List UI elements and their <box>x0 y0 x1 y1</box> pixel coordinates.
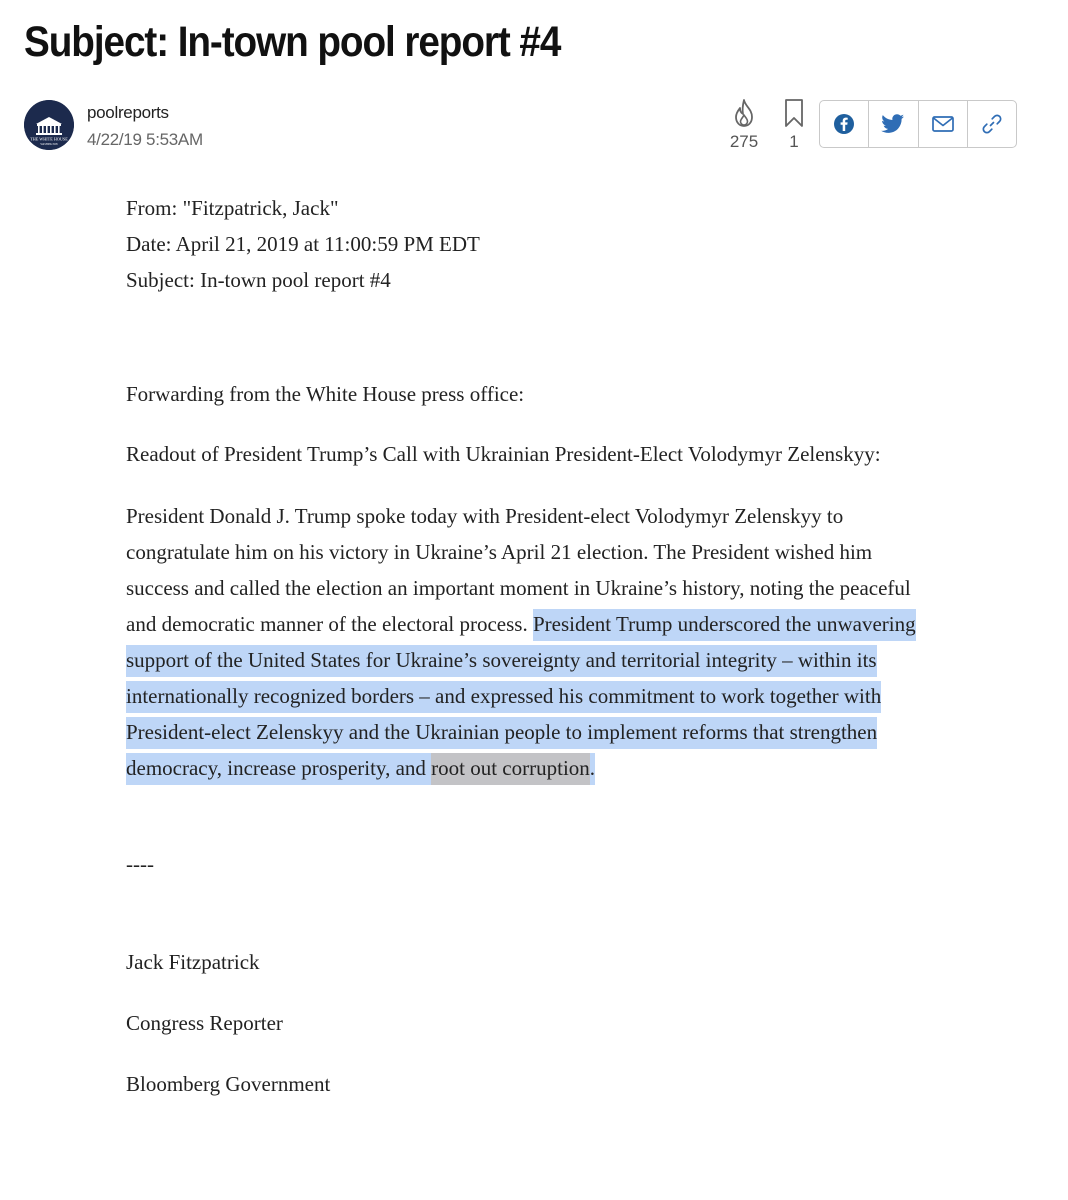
selected-text-emphasis[interactable]: root out corruption <box>431 753 590 785</box>
flame-icon <box>731 98 757 128</box>
share-facebook-button[interactable] <box>820 101 869 147</box>
bookmark-count: 1 <box>789 132 799 151</box>
email-body <box>126 190 926 1102</box>
email-date: Date: April 21, 2019 at 11:00:59 PM EDT <box>126 232 480 256</box>
readout-paragraph <box>126 498 926 786</box>
bookmark-icon <box>783 98 805 128</box>
share-email-button[interactable] <box>919 101 968 147</box>
readout-title: Readout of President Trump’s Call with Ukrainian President-Elect Volodymyr Zelenskyy: <box>126 442 881 466</box>
selected-text-end[interactable]: . <box>590 753 595 785</box>
post-date: 4/22/19 5:53AM <box>87 130 203 149</box>
forwarding-line: Forwarding from the White House press office: <box>126 382 525 406</box>
share-bar <box>819 100 1017 148</box>
bookmark-stat[interactable] <box>774 98 814 152</box>
email-from: From: "Fitzpatrick, Jack" <box>126 196 339 220</box>
share-twitter-button[interactable] <box>869 101 918 147</box>
avatar-caption: THE WHITE HOUSE <box>30 136 68 142</box>
like-count: 275 <box>729 132 759 151</box>
email-subject: Subject: In-town pool report #4 <box>126 268 391 292</box>
avatar[interactable] <box>24 100 74 150</box>
link-icon <box>981 113 1003 135</box>
copy-link-button[interactable] <box>968 101 1016 147</box>
twitter-icon <box>881 114 905 134</box>
signature-name: Jack Fitzpatrick <box>126 950 260 974</box>
avatar-subcaption: WASHINGTON <box>40 143 58 146</box>
separator: ---- <box>126 852 154 876</box>
page-title: Subject: In-town pool report #4 <box>24 18 561 66</box>
mail-icon <box>932 116 954 132</box>
readout-text: President Donald J. Trump spoke today with President-elect Volodymyr Zelenskyy to congratulate him on his victory in Ukraine’s April 21 election. The President wished him success and called the election an important moment in Ukraine’s history, noting the peaceful and democratic manner of the electoral process. <box>126 504 911 636</box>
selected-text[interactable]: President Trump underscored the unwavering support of the United States for Ukraine’s sovereignty and territorial integrity – within its internationally recognized borders – and expressed his commitment to work together with President-elect Zelenskyy and the Ukrainian people to implement reforms that strengthen democracy, increase prosperity, and <box>126 609 916 785</box>
facebook-icon <box>833 113 855 135</box>
signature-title: Congress Reporter <box>126 1011 283 1035</box>
author-name[interactable]: poolreports <box>87 103 169 122</box>
like-stat[interactable] <box>724 98 764 152</box>
signature-org: Bloomberg Government <box>126 1072 331 1096</box>
white-house-logo-icon <box>24 100 74 150</box>
